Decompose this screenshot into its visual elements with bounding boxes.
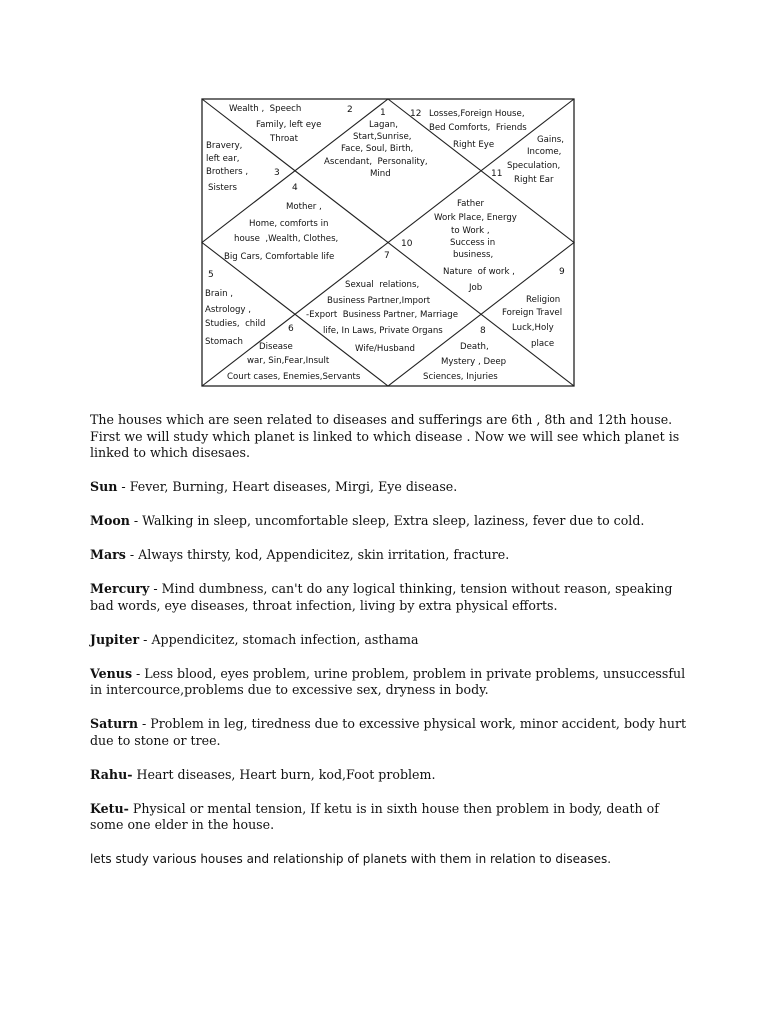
house-10-number: 10 xyxy=(401,239,413,249)
house-4-number: 4 xyxy=(292,183,298,193)
house-10-line: Father xyxy=(457,199,485,209)
house-9-line: place xyxy=(531,339,555,349)
house-4-line: Mother , xyxy=(286,202,322,212)
house-11-line: Gains, xyxy=(537,135,564,145)
house-11-line: Speculation, xyxy=(507,161,561,171)
planet-entry: Moon - Walking in sleep, uncomfortable sleep, Extra sleep, laziness, fever due to cold. xyxy=(90,513,645,528)
house-3-line: left ear, xyxy=(206,154,240,164)
house-9-line: Religion xyxy=(526,295,561,305)
house-4-line: Home, comforts in xyxy=(249,219,329,229)
house-6-line: Court cases, Enemies,Servants xyxy=(227,372,361,382)
house-1-line: Face, Soul, Birth, xyxy=(341,144,414,154)
planet-entry xyxy=(90,767,690,784)
house-12-line: Losses,Foreign House, xyxy=(429,109,525,119)
house-7-number: 7 xyxy=(384,251,390,261)
house-5-line: Astrology , xyxy=(205,305,251,315)
planet-entry xyxy=(90,801,690,834)
house-2-number: 2 xyxy=(347,105,353,115)
planet-name: Jupiter xyxy=(90,631,140,647)
house-4-line: house ,Wealth, Clothes, xyxy=(234,234,339,244)
house-9-line: Luck,Holy xyxy=(512,323,554,333)
house-12-line: Right Eye xyxy=(453,140,495,150)
planet-entry: Mars - Always thirsty, kod, Appendicitez, skin irritation, fracture. xyxy=(90,547,510,562)
house-8-line: Death, xyxy=(460,342,489,352)
planet-description: Problem in leg, tiredness due to excessive physical work, minor accident, body hurt due to stone or tree. xyxy=(90,716,687,748)
house-1-line: Ascendant, Personality, xyxy=(324,157,428,167)
planet-entry: Sun - Fever, Burning, Heart diseases, Mirgi, Eye disease. xyxy=(90,479,458,494)
house-9-number: 9 xyxy=(559,267,565,277)
house-10-line: Job xyxy=(469,283,483,293)
house-2-line: Family, left eye xyxy=(256,120,322,130)
house-6-number: 6 xyxy=(288,324,294,334)
planet-entry: Saturn - Problem in leg, tiredness due to excessive physical work, minor accident, body hurt due to stone or tree. xyxy=(90,716,687,748)
planet-description: Mind dumbness, can't do any logical thinking, tension without reason, speaking bad words, eye diseases, throat infection, living by extra physical efforts. xyxy=(90,581,673,613)
house-9-line: Foreign Travel xyxy=(502,308,563,318)
house-1-number: 1 xyxy=(380,108,386,118)
house-7-line: Business Partner,Import xyxy=(327,296,431,306)
house-7-line: -Export Business Partner, Marriage xyxy=(306,310,459,320)
house-3-line: Bravery, xyxy=(206,141,243,151)
house-8-number: 8 xyxy=(480,326,486,336)
planet-description: Less blood, eyes problem, urine problem, problem in private problems, unsuccessful in intercource,problems due to excessive sex, dryness in body. xyxy=(90,665,686,697)
planet-description: Walking in sleep, uncomfortable sleep, Extra sleep, laziness, fever due to cold. xyxy=(142,513,645,528)
house-10-line: business, xyxy=(453,250,494,260)
house-5-line: Stomach xyxy=(205,337,243,347)
planet-entry: Mercury - Mind dumbness, can't do any logical thinking, tension without reason, speaking bad words, eye diseases, throat infection, living by extra physical efforts. xyxy=(90,581,673,613)
house-5-number: 5 xyxy=(208,270,214,280)
closing-paragraph: lets study various houses and relationship of planets with them in relation to diseases. xyxy=(90,852,612,866)
house-2-line: Wealth , Speech xyxy=(229,104,302,114)
planet-entry: Jupiter - Appendicitez, stomach infection, asthama xyxy=(90,631,419,647)
house-8-line: Mystery , Deep xyxy=(441,357,507,367)
planet-description: Heart diseases, Heart burn, kod,Foot problem. xyxy=(136,766,436,782)
house-4-line: Big Cars, Comfortable life xyxy=(224,252,335,262)
house-5-line: Studies, child xyxy=(205,319,266,329)
house-11-line: Income, xyxy=(527,147,562,157)
house-2-line: Throat xyxy=(270,134,298,144)
planet-description: Appendicitez, stomach infection, asthama xyxy=(151,631,419,647)
house-10-line: Work Place, Energy xyxy=(434,213,517,223)
house-1-line: Mind xyxy=(370,169,391,179)
planet-name: Moon xyxy=(90,513,130,528)
house-11-number: 11 xyxy=(491,169,503,179)
planet-name: Rahu- xyxy=(90,766,133,782)
house-3-number: 3 xyxy=(274,168,280,178)
house-10-line: Success in xyxy=(450,238,496,248)
intro-paragraph: The houses which are seen related to diseases and sufferings are 6th , 8th and 12th house. First we will study which planet is linked to which disease . Now we will see which planet is linked to which disesaes. xyxy=(90,412,680,460)
planet-name: Saturn xyxy=(90,716,139,731)
house-11-line: Right Ear xyxy=(514,175,554,185)
house-7-line: Wife/Husband xyxy=(355,344,415,354)
house-3-line: Brothers , xyxy=(206,167,249,177)
house-1-line: Start,Sunrise, xyxy=(353,132,412,142)
planet-description: Physical or mental tension, If ketu is in sixth house then problem in body, death of some one elder in the house. xyxy=(90,800,659,832)
document-body xyxy=(90,412,690,885)
house-12-number: 12 xyxy=(410,109,422,119)
house-10-line: Nature of work , xyxy=(443,267,515,277)
planet-name: Ketu- xyxy=(90,800,129,816)
house-5-line: Brain , xyxy=(205,289,233,299)
house-1-line: Lagan, xyxy=(369,120,398,130)
house-7-line: life, In Laws, Private Organs xyxy=(323,326,443,336)
house-7-line: Sexual relations, xyxy=(345,280,420,290)
planet-description: Always thirsty, kod, Appendicitez, skin irritation, fracture. xyxy=(138,547,510,562)
house-6-line: war, Sin,Fear,Insult xyxy=(247,356,330,366)
house-12-line: Bed Comforts, Friends xyxy=(429,123,527,133)
house-10-line: to Work , xyxy=(451,226,490,236)
planet-description: Fever, Burning, Heart diseases, Mirgi, Eye disease. xyxy=(129,479,458,494)
house-6-line: Disease xyxy=(259,342,293,352)
house-3-line: Sisters xyxy=(208,183,237,193)
planet-entry: Venus - Less blood, eyes problem, urine problem, problem in private problems, unsuccessful in intercource,problems due to excessive sex, dryness in body. xyxy=(90,665,686,697)
planet-name: Mercury xyxy=(90,581,150,596)
house-chart xyxy=(201,98,576,388)
house-8-line: Sciences, Injuries xyxy=(423,372,498,382)
planet-name: Venus xyxy=(90,665,133,681)
planet-name: Mars xyxy=(90,547,126,562)
planet-name: Sun xyxy=(90,479,118,494)
